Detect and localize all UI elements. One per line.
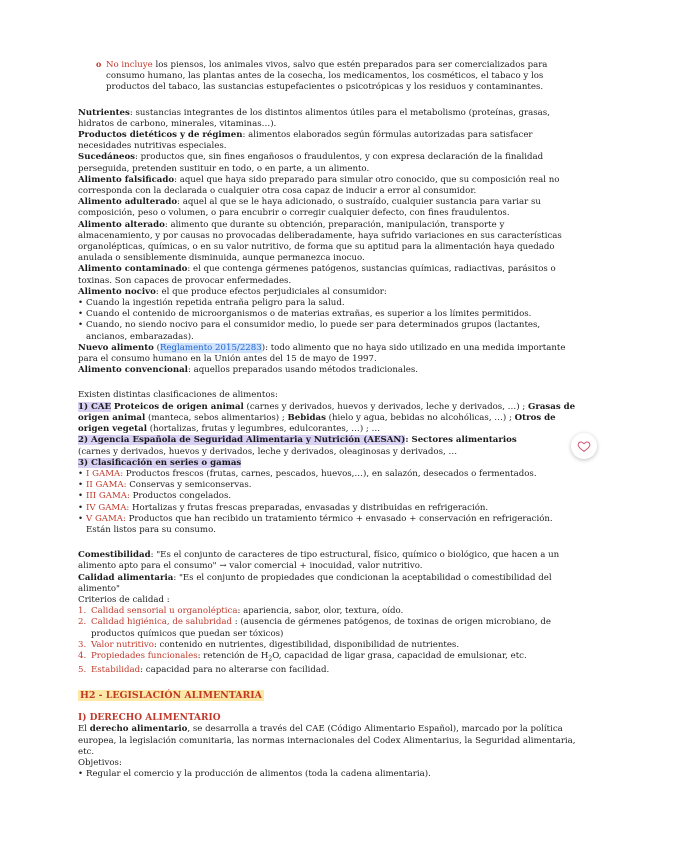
- criterio-num: 5.: [78, 664, 87, 675]
- clasif-head: 2) Agencia Española de Seguridad Alimentaria y Nutrición (AESAN): [78, 435, 406, 446]
- def-term: Alimento falsificado: [78, 174, 175, 185]
- clasif-intro: Existen distintas clasificaciones de alimentos:: [78, 390, 278, 401]
- criterio-item: [78, 640, 578, 651]
- def-term: Nutrientes: [78, 107, 130, 118]
- criterio-num: 3.: [78, 639, 87, 650]
- def-text: : todo alimento que no haya sido utilizado en una medida importante para el consumo humano en la Unión antes del 15 de mayo de 1997.: [78, 342, 566, 365]
- calidad: [78, 573, 578, 595]
- clasif-desc: (hielo y agua, bebidas no alcohólicas, …) ;: [325, 412, 515, 423]
- gama-item: [78, 469, 578, 480]
- gama-text: Productos frescos (frutas, carnes, pescados, huevos,…), en salazón, desecados o fermentados.: [123, 468, 537, 479]
- exclusion-lead: No incluye: [106, 60, 153, 70]
- def-text: : "Es el conjunto de propiedades que condicionan la aceptabilidad o comestibilidad del alimento": [78, 572, 552, 594]
- reglamento-link[interactable]: Reglamento 2015/2283: [160, 342, 262, 353]
- clasif-num: 1) CAE: [78, 401, 112, 412]
- criterio-text: : apariencia, sabor, olor, textura, oído.: [237, 606, 404, 617]
- clasif-cae: [78, 402, 578, 436]
- def-term: Productos dietéticos y de régimen: [78, 130, 243, 141]
- def-term: derecho alimentario: [89, 724, 188, 735]
- gama-label: III GAMA:: [86, 491, 130, 502]
- def-alterado: [78, 220, 578, 265]
- criterio-label: Estabilidad: [91, 664, 141, 675]
- criterio-text: O, capacidad de ligar grasa, capacidad de emulsionar, etc.: [272, 650, 527, 661]
- criterio-label: Calidad sensorial u organoléptica: [91, 606, 238, 617]
- def-text: : el que contenga gérmenes patógenos, sustancias químicas, radiactivas, parásitos o toxinas. Son capaces de provocar enfermedades.: [78, 264, 556, 286]
- def-falsificado: [78, 175, 578, 197]
- gama-text: Productos que han recibido un tratamiento térmico + envasado + conservación en refrigeración. Están listos para su consumo.: [86, 513, 553, 535]
- clasif-desc: (hortalizas, frutas y legumbres, edulcorantes, …) ; …: [146, 424, 381, 435]
- def-text: : "Es el conjunto de caracteres de tipo estructural, físico, químico o biológico, que hacen a un alimento apto para el consumo" → valor comercial + inocuidad, valor nutritivo.: [78, 550, 560, 572]
- list-item: • Cuando, no siendo nocivo para el consumidor medio, lo puede ser para determinados grupos (lactantes, ancianos, embarazadas).: [78, 320, 578, 342]
- criterio-text: : retención de H: [197, 650, 269, 661]
- clasif-term: Grasas de origen animal: [78, 401, 576, 423]
- def-term: Alimento nocivo: [78, 286, 156, 297]
- def-text: : productos que, sin fines engañosos o fraudulentos, y con expresa declaración de la finalidad perseguida, pretenden sustituir en todo, o en parte, a un alimento.: [78, 152, 544, 174]
- clasif-aesan: [78, 435, 578, 446]
- def-dieteticos: [78, 130, 578, 152]
- exclusion-text: los piensos, los animales vivos, salvo que estén preparados para ser comercializados para consumo humano, las plantas antes de la cosecha, los medicamentos, los cosméticos, el tabaco y los productos del tabaco, las sustancias estupefacientes o psicotrópicas y los residuos y contaminantes.: [106, 60, 548, 93]
- def-text: , se desarrolla a través del CAE (Código Alimentario Español), marcado por la política europea, la legislación comunitaria, las normas internacionales del Codex Alimentarius, la Seguridad alimentaria, etc.: [78, 724, 576, 757]
- clasif-aesan-text: (carnes y derivados, huevos y derivados, leche y derivados, oleaginosas y derivados, …: [78, 446, 458, 457]
- criterio-item: [78, 651, 578, 665]
- subscript: 2: [268, 655, 273, 663]
- criterio-text: : (ausencia de gérmenes patógenos, de toxinas de origen microbiano, de productos químicos que puedan ser tóxicos): [91, 617, 551, 639]
- gama-label: II GAMA:: [86, 480, 127, 491]
- derecho-paragraph: [78, 724, 578, 758]
- clasif-tail: : Sectores alimentarios: [405, 435, 517, 446]
- clasif-desc: (manteca, sebos alimentarios) ;: [145, 412, 288, 423]
- clasif-term: Proteicos de origen animal: [113, 401, 244, 412]
- h2-title: H2 - LEGISLACIÓN ALIMENTARIA: [80, 690, 262, 702]
- list-item: • Cuando el contenido de microorganismos o de materias extrañas, es superior a los límites permitidos.: [78, 309, 578, 320]
- criterio-num: 2.: [78, 617, 87, 628]
- gama-item: [78, 503, 578, 514]
- criterio-text: : capacidad para no alterarse con facilidad.: [140, 664, 330, 675]
- document-page: [78, 60, 578, 781]
- criterio-item: [78, 665, 578, 676]
- list-item: • Regular el comercio y la producción de alimentos (toda la cadena alimentaria).: [78, 769, 578, 780]
- criterios-intro: Criterios de calidad :: [78, 594, 170, 605]
- def-nocivo: [78, 287, 578, 298]
- clasif-desc: (carnes y derivados, huevos y derivados, leche y derivados, …) ;: [243, 401, 528, 412]
- list-item: • Cuando la ingestión repetida entraña peligro para la salud.: [78, 298, 578, 309]
- gama-text: Productos congelados.: [129, 491, 232, 502]
- def-text: : el que produce efectos perjudiciales al consumidor:: [155, 286, 387, 297]
- def-text: : alimento que durante su obtención, preparación, manipulación, transporte y almacenamiento, y por causas no provocadas deliberadamente, haya sufrido variaciones en sus características organolépticas, químicas, o en su valor nutritivo, de forma que su aptitud para la alimentación haya quedado anulada o sensiblemente disminuida, aunque permanezca inocuo.: [78, 219, 562, 264]
- def-term: Comestibilidad: [78, 550, 151, 561]
- comestibilidad: [78, 550, 578, 572]
- gama-label: IV GAMA:: [86, 502, 130, 513]
- def-convencional: [78, 365, 578, 376]
- def-nuevo: Nuevo alimento (Reglamento 2015/2283): todo alimento que no haya sido utilizado en una medida importante para el consumo humano en la Unión antes del 15 de mayo de 1997.: [78, 342, 566, 365]
- criterio-item: [78, 606, 578, 617]
- def-term: Alimento contaminado: [78, 264, 188, 275]
- favorite-button[interactable]: [571, 433, 597, 459]
- clasif-gamas: [78, 458, 578, 469]
- def-term: Alimento adulterado: [78, 197, 178, 208]
- def-text: : aquellos preparados usando métodos tradicionales.: [187, 365, 418, 376]
- derecho-lead: El: [78, 724, 90, 735]
- def-adulterado: [78, 197, 578, 219]
- gama-item: [78, 514, 578, 536]
- def-term: Alimento alterado: [78, 219, 165, 230]
- criterio-label: Valor nutritivo: [91, 639, 154, 650]
- clasif-term: Otros de origen vegetal: [78, 412, 556, 435]
- exclusion-bullet: [78, 60, 578, 94]
- def-term: Sucedáneos: [78, 152, 136, 163]
- criterio-num: 4.: [78, 650, 87, 661]
- criterio-label: Propiedades funcionales: [91, 650, 198, 661]
- gama-item: [78, 491, 578, 502]
- section-heading-h3: I) DERECHO ALIMENTARIO: [78, 713, 221, 724]
- criterio-item: [78, 617, 578, 639]
- criterio-num: 1.: [78, 606, 87, 617]
- gama-item: [78, 480, 578, 491]
- heart-icon: [577, 439, 591, 453]
- def-sucedaneos: [78, 152, 578, 174]
- criterio-label: Calidad higiénica, de salubridad: [91, 617, 232, 628]
- criterio-text: : contenido en nutrientes, digestibilidad, disponibilidad de nutrientes.: [153, 639, 460, 650]
- section-heading-h2: [78, 690, 578, 702]
- gama-label: I GAMA:: [86, 468, 124, 479]
- objetivos-label: Objetivos:: [78, 758, 122, 769]
- clasif-head: 3) Clasificación en series o gamas: [78, 457, 242, 468]
- gama-text: Conservas y semiconservas.: [126, 480, 252, 491]
- def-term: Calidad alimentaria: [78, 572, 174, 583]
- clasif-term: Bebidas: [287, 412, 326, 423]
- def-text: : sustancias integrantes de los distintos alimentos útiles para el metabolismo (proteínas, grasas, hidratos de carbono, minerales, vitaminas…).: [78, 107, 550, 129]
- def-term: Nuevo alimento: [78, 342, 154, 353]
- def-nutrientes: [78, 108, 578, 130]
- def-contaminado: [78, 264, 578, 286]
- def-text: : aquel que haya sido preparado para simular otro conocido, que su composición real no corresponda con la declarada o cualquier otra cosa capaz de inducir a error al consumidor.: [78, 174, 560, 197]
- def-text: : alimentos elaborados según fórmulas autorizadas para satisfacer necesidades nutritivas especiales.: [78, 130, 533, 152]
- gama-text: Hortalizas y frutas frescas preparadas, envasadas y distribuidas en refrigeración.: [129, 502, 489, 513]
- gama-label: V GAMA:: [86, 513, 126, 524]
- def-text: : aquel al que se le haya adicionado, o sustraído, cualquier sustancia para variar su composición, peso o volumen, o para encubrir o corregir cualquier defecto, con fines fraudulentos.: [78, 197, 541, 219]
- def-term: Alimento convencional: [78, 365, 188, 376]
